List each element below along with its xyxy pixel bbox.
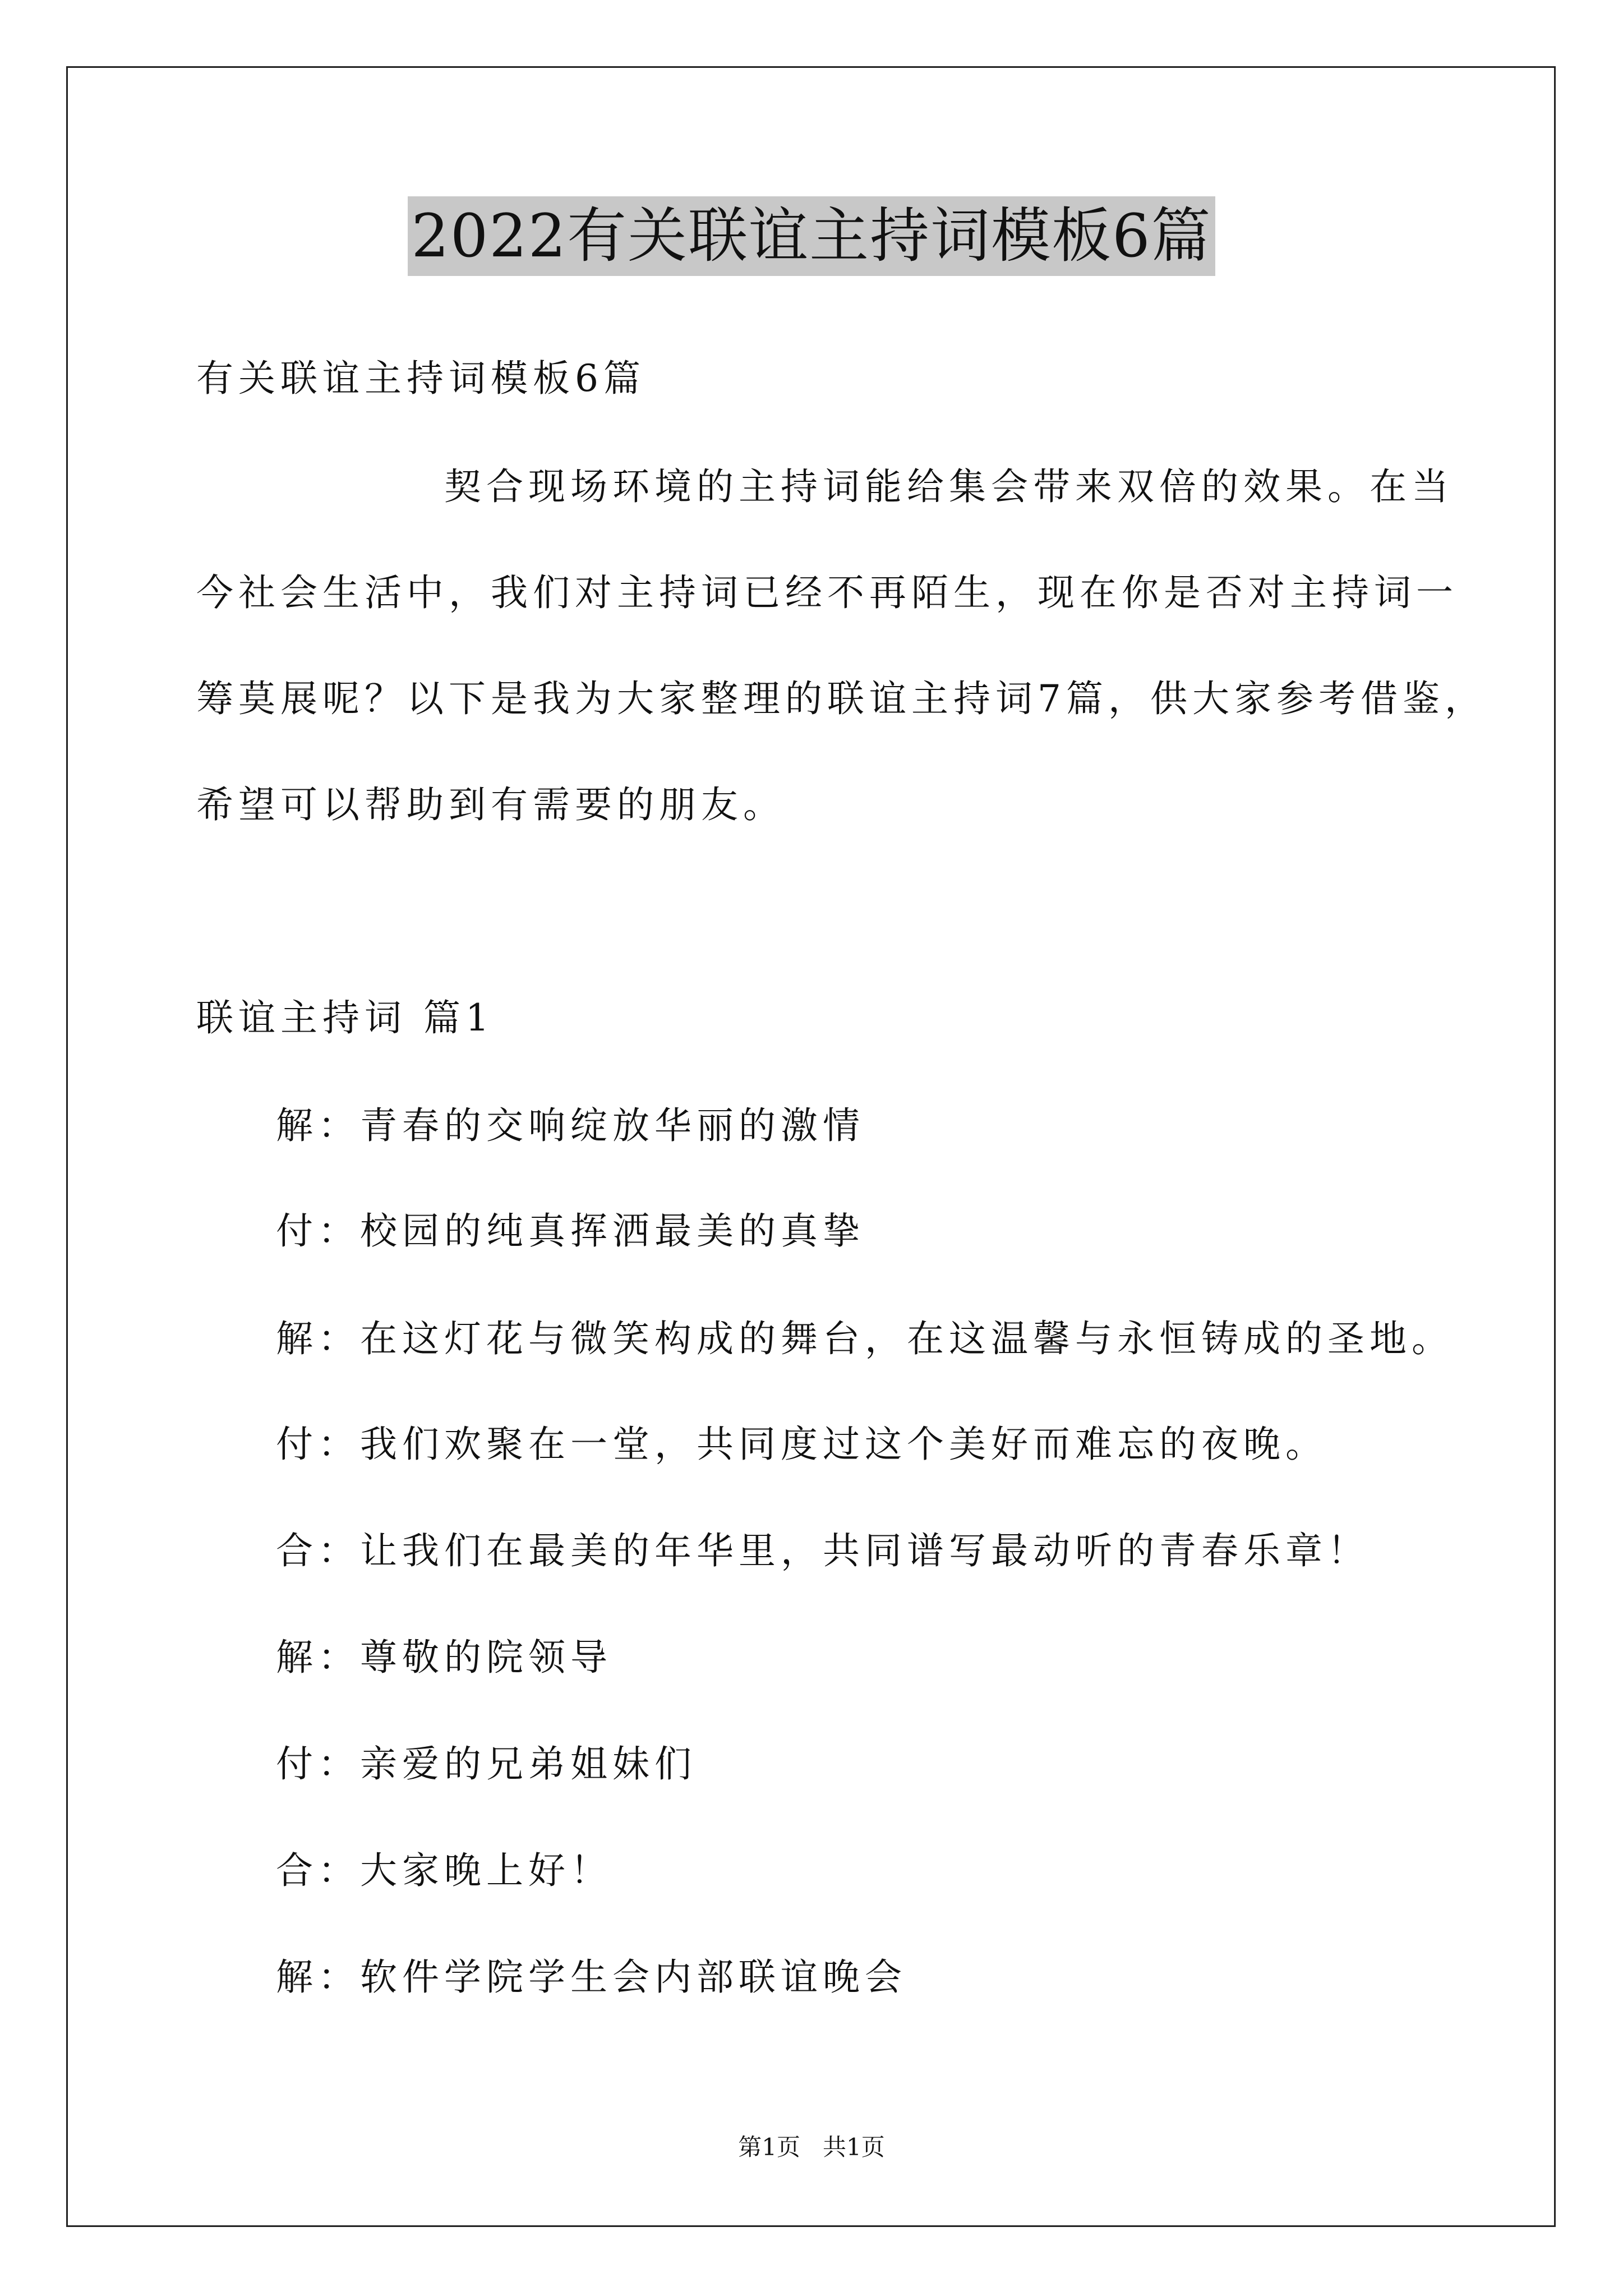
intro-line-4: 希望可以帮助到有需要的朋友。: [196, 783, 785, 826]
document-title: 2022有关联谊主持词模板6篇: [408, 196, 1215, 276]
dialogue-line: 解：在这灯花与微笑构成的舞台，在这温馨与永恒铸成的圣地。: [276, 1317, 1454, 1360]
dialogue-line: 解：青春的交响绽放华丽的激情: [276, 1104, 865, 1147]
dialogue-line: 付：我们欢聚在一堂，共同度过这个美好而难忘的夜晚。: [276, 1423, 1327, 1466]
document-subtitle: 有关联谊主持词模板6篇: [196, 357, 645, 400]
dialogue-line: 付：亲爱的兄弟姐妹们: [276, 1742, 697, 1786]
intro-line-1: 契合现场环境的主持词能给集会带来双倍的效果。在当: [444, 465, 1454, 508]
dialogue-line: 解：软件学院学生会内部联谊晚会: [276, 1955, 907, 1999]
dialogue-line: 解：尊敬的院领导: [276, 1636, 612, 1679]
dialogue-line: 合：大家晚上好！: [276, 1849, 612, 1892]
dialogue-line: 合：让我们在最美的年华里，共同谱写最动听的青春乐章！: [276, 1529, 1370, 1572]
page-footer: 第1页 共1页: [738, 2133, 885, 2161]
section-heading: 联谊主持词 篇1: [196, 996, 494, 1039]
title-container: [0, 196, 1623, 276]
intro-line-3: 筹莫展呢？以下是我为大家整理的联谊主持词7篇，供大家参考借鉴，: [196, 677, 1487, 720]
intro-line-2: 今社会生活中，我们对主持词已经不再陌生，现在你是否对主持词一: [196, 571, 1458, 614]
dialogue-line: 付：校园的纯真挥洒最美的真挚: [276, 1209, 865, 1253]
